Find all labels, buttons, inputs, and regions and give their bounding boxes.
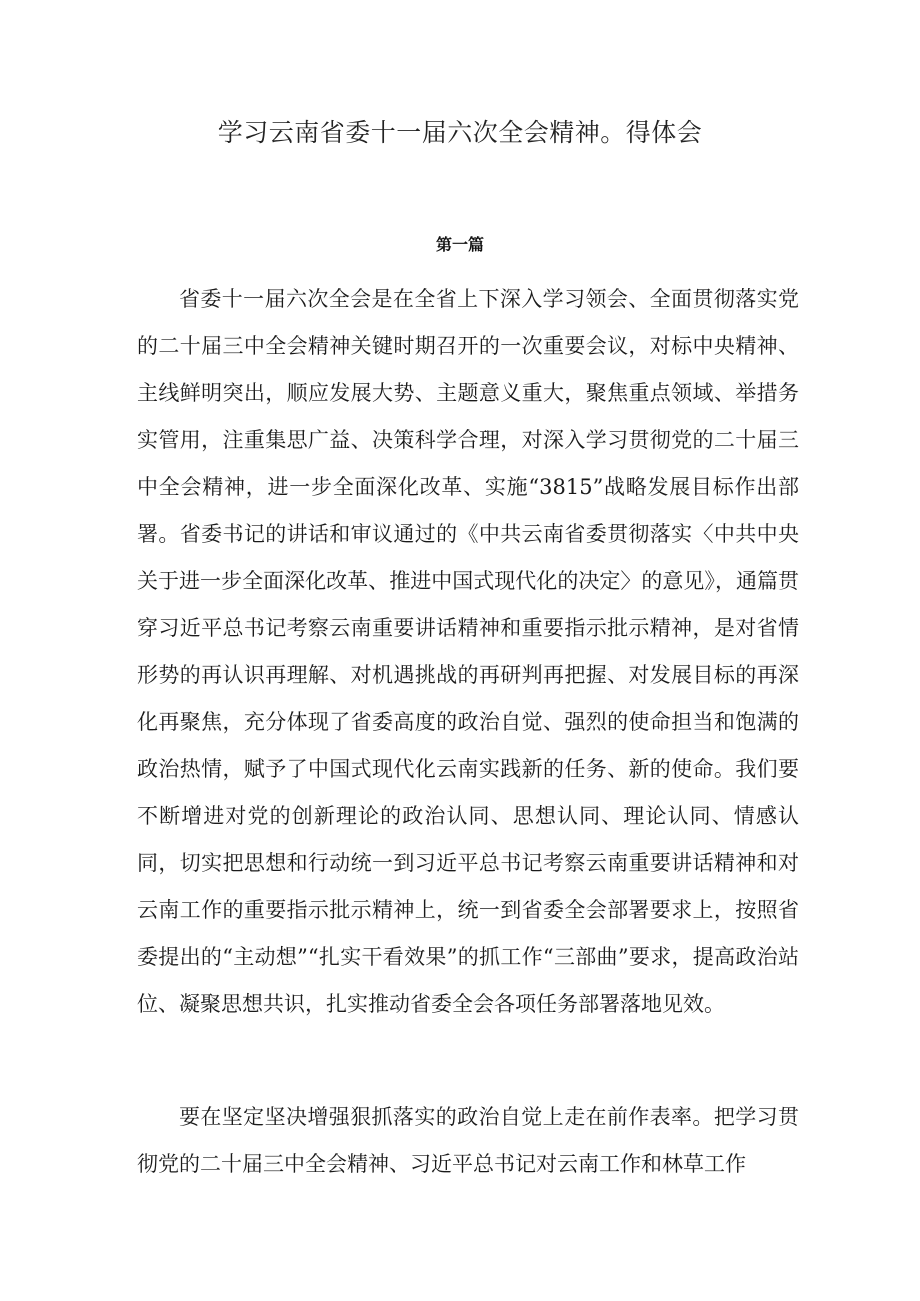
document-title: 学习云南省委十一届六次全会精神。得体会 <box>217 118 703 147</box>
section-heading: 第一篇 <box>435 235 484 254</box>
body-paragraph-2: 要在坚定坚决增强狠抓落实的政治自觉上走在前作表率。把学习贯彻党的二十届三中全会精神、习近平总书记对云南工作和林草工作 <box>137 1105 799 1176</box>
body-paragraph-1: 省委十一届六次全会是在全省上下深入学习领会、全面贯彻落实党的二十届三中全会精神关键时期召开的一次重要会议，对标中央精神、主线鲜明突出，顺应发展大势、主题意义重大，聚焦重点领域、举措务实管用，注重集思广益、决策科学合理，对深入学习贯彻党的二十届三中全会精神，进一步全面深化改革、实施“3815”战略发展目标作出部署。省委书记的讲话和审议通过的《中共云南省委贯彻落实〈中共中央关于进一步全面深化改革、推进中国式现代化的决定〉的意见》，通篇贯穿习近平总书记考察云南重要讲话精神和重要指示批示精神，是对省情形势的再认识再理解、对机遇挑战的再研判再把握、对发展目标的再深化再聚焦，充分体现了省委高度的政治自觉、强烈的使命担当和饱满的政治热情，赋予了中国式现代化云南实践新的任务、新的使命。我们要不断增进对党的创新理论的政治认同、思想认同、理论认同、情感认同，切实把思想和行动统一到习近平总书记考察云南重要讲话精神和对云南工作的重要指示批示精神上，统一到省委全会部署要求上，按照省委提出的“主动想”“扎实干看效果”的抓工作“三部曲”要求，提高政治站位、凝聚思想共识，扎实推动省委全会各项任务部署落地见效。 <box>137 287 799 1016</box>
